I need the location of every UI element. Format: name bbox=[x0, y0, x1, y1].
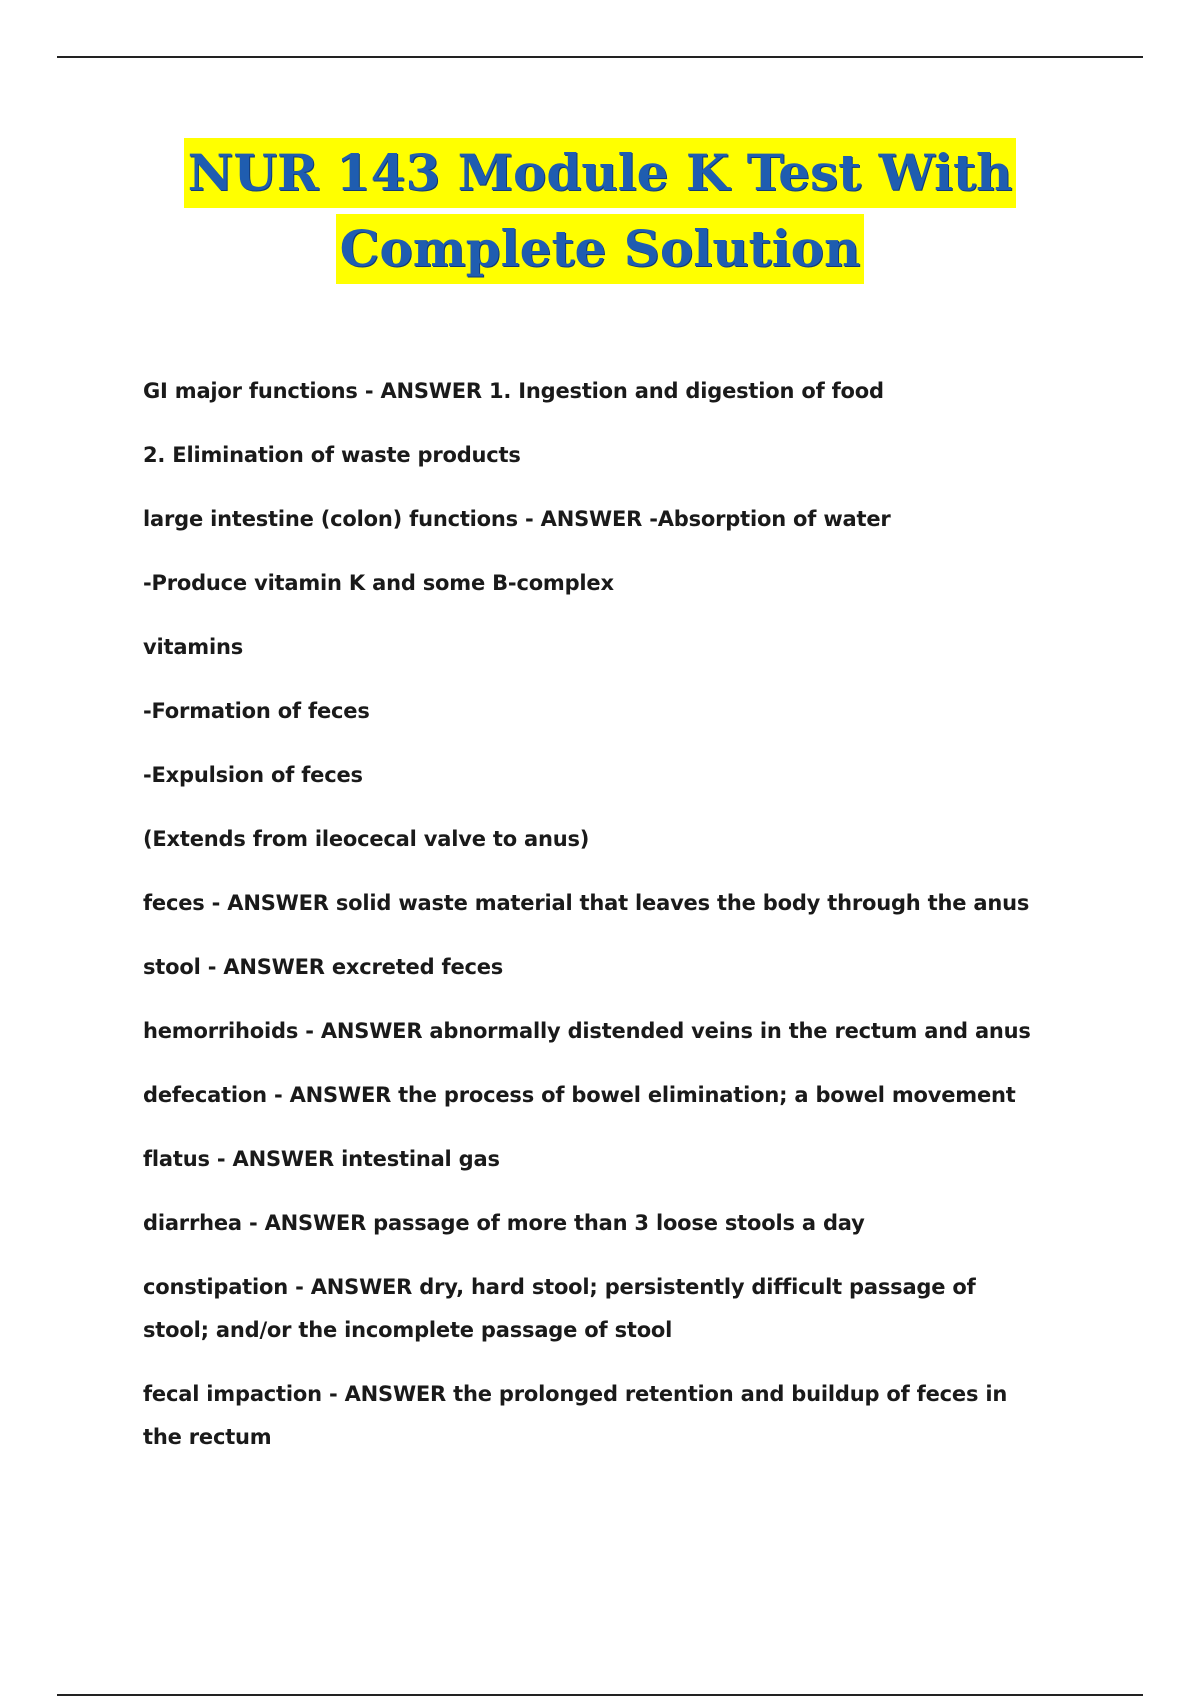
line-constipation: constipation - ANSWER dry, hard stool; persistently difficult passage of stool; and/or the incomplete passage of stool bbox=[143, 1275, 976, 1342]
header-rule bbox=[57, 56, 1143, 58]
footer-rule bbox=[57, 1694, 1143, 1696]
line-elimination-of-waste: 2. Elimination of waste products bbox=[143, 443, 521, 467]
line-hemorrhoids: hemorrihoids - ANSWER abnormally distended veins in the rectum and anus bbox=[143, 1019, 1031, 1043]
line-feces: feces - ANSWER solid waste material that leaves the body through the anus bbox=[143, 891, 1030, 915]
line-stool: stool - ANSWER excreted feces bbox=[143, 955, 504, 979]
line-produce-vitamin-k: -Produce vitamin K and some B-complex bbox=[143, 571, 614, 595]
line-formation-of-feces: -Formation of feces bbox=[143, 699, 370, 723]
document-title bbox=[0, 138, 1200, 284]
line-fecal-impaction: fecal impaction - ANSWER the prolonged retention and buildup of feces in the rectum bbox=[143, 1382, 1008, 1449]
line-extends-from-valve: (Extends from ileocecal valve to anus) bbox=[143, 827, 590, 851]
line-diarrhea: diarrhea - ANSWER passage of more than 3 loose stools a day bbox=[143, 1211, 865, 1235]
line-expulsion-of-feces: -Expulsion of feces bbox=[143, 763, 363, 787]
title-line-2: Complete Solution bbox=[336, 214, 865, 284]
line-vitamins: vitamins bbox=[143, 635, 244, 659]
document-body bbox=[143, 370, 1043, 1480]
line-defecation: defecation - ANSWER the process of bowel elimination; a bowel movement bbox=[143, 1083, 1016, 1107]
line-flatus: flatus - ANSWER intestinal gas bbox=[143, 1147, 500, 1171]
title-line-1: NUR 143 Module K Test With bbox=[184, 138, 1017, 208]
line-gi-major-functions: GI major functions - ANSWER 1. Ingestion and digestion of food bbox=[143, 379, 884, 403]
line-large-intestine-functions: large intestine (colon) functions - ANSWER -Absorption of water bbox=[143, 507, 891, 531]
